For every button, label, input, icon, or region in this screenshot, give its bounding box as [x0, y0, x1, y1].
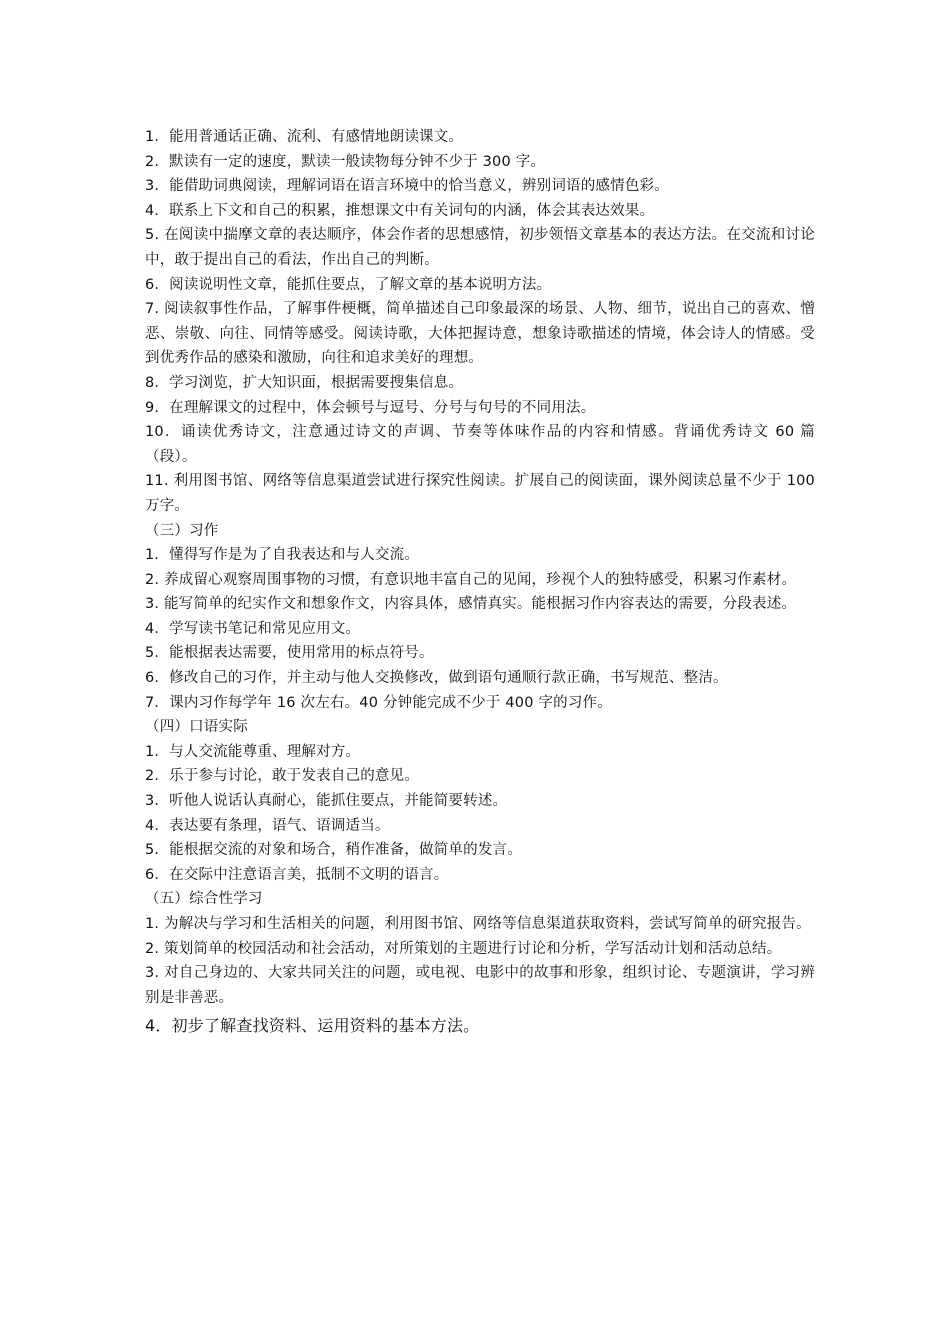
item-reading-2: 2．默读有一定的速度，默读一般读物每分钟不少于 300 字。: [145, 153, 546, 170]
item-writing-2: 2. 养成留心观察周围事物的习惯，有意识地丰富自己的见闻，珍视个人的独特感受，积累习作素材。: [145, 571, 797, 588]
item-writing-4: 4．学写读书笔记和常见应用文。: [145, 620, 361, 637]
item-writing-7: 7．课内习作每学年 16 次左右。40 分钟能完成不少于 400 字的习作。: [145, 694, 612, 711]
section-heading-writing: （三）习作: [145, 522, 219, 539]
section-heading-oral: （四）口语实际: [145, 719, 248, 736]
item-oral-1: 1．与人交流能尊重、理解对方。: [145, 743, 361, 760]
item-reading-10: 10．诵读优秀诗文，注意通过诗文的声调、节奏等体味作品的内容和情感。背诵优秀诗文 60 篇（段）。: [145, 424, 815, 465]
item-writing-5: 5．能根据表达需要，使用常用的标点符号。: [145, 645, 434, 662]
item-reading-8: 8．学习浏览，扩大知识面，根据需要搜集信息。: [145, 374, 464, 391]
item-reading-11: 11. 利用图书馆、网络等信息渠道尝试进行探究性阅读。扩展自己的阅读面，课外阅读总量不少于 100 万字。: [145, 473, 815, 514]
item-reading-3: 3．能借助词典阅读，理解词语在语言环境中的恰当意义，辨别词语的感情色彩。: [145, 178, 669, 195]
document-body: [145, 125, 815, 1040]
item-reading-7: 7. 阅读叙事性作品，了解事件梗概，简单描述自己印象最深的场景、人物、细节，说出自己的喜欢、憎恶、崇敬、向往、同情等感受。阅读诗歌，大体把握诗意，想象诗歌描述的情境，体会诗人的情感。受到优秀作品的感染和激励，向往和追求美好的理想。: [145, 301, 815, 367]
item-comprehensive-4: 4．初步了解查找资料、运用资料的基本方法。: [145, 1016, 480, 1036]
item-oral-3: 3．听他人说话认真耐心，能抓住要点，并能简要转述。: [145, 793, 508, 810]
item-writing-6: 6．修改自己的习作，并主动与他人交换修改，做到语句通顺行款正确，书写规范、整洁。: [145, 670, 728, 687]
item-reading-6: 6．阅读说明性文章，能抓住要点，了解文章的基本说明方法。: [145, 276, 552, 293]
section-heading-comprehensive: （五）综合性学习: [145, 891, 263, 908]
item-comprehensive-2: 2. 策划简单的校园活动和社会活动，对所策划的主题进行讨论和分析，学写活动计划和活动总结。: [145, 940, 782, 957]
item-writing-3: 3. 能写简单的纪实作文和想象作文，内容具体，感情真实。能根据习作内容表达的需要，分段表述。: [145, 596, 797, 613]
item-comprehensive-1: 1. 为解决与学习和生活相关的问题，利用图书馆、网络等信息渠道获取资料，尝试写简单的研究报告。: [145, 916, 811, 932]
item-oral-4: 4．表达要有条理，语气、语调适当。: [145, 817, 390, 834]
item-oral-2: 2．乐于参与讨论，敢于发表自己的意见。: [145, 768, 420, 785]
item-reading-5: 5. 在阅读中揣摩文章的表达顺序，体会作者的思想感情，初步领悟文章基本的表达方法。在交流和讨论中，敢于提出自己的看法，作出自己的判断。: [145, 227, 815, 268]
item-comprehensive-3: 3. 对自己身边的、大家共同关注的问题，或电视、电影中的故事和形象，组织讨论、专题演讲，学习辨别是非善恶。: [145, 965, 815, 1006]
item-reading-4: 4．联系上下文和自己的积累，推想课文中有关词句的内涵，体会其表达效果。: [145, 202, 655, 219]
item-oral-6: 6．在交际中注意语言美，抵制不文明的语言。: [145, 866, 449, 883]
item-writing-1: 1．懂得写作是为了自我表达和与人交流。: [145, 547, 420, 564]
item-reading-1: 1．能用普通话正确、流利、有感情地朗读课文。: [145, 129, 464, 145]
item-reading-9: 9．在理解课文的过程中，体会顿号与逗号、分号与句号的不同用法。: [145, 399, 596, 416]
item-oral-5: 5．能根据交流的对象和场合，稍作准备，做简单的发言。: [145, 842, 522, 859]
